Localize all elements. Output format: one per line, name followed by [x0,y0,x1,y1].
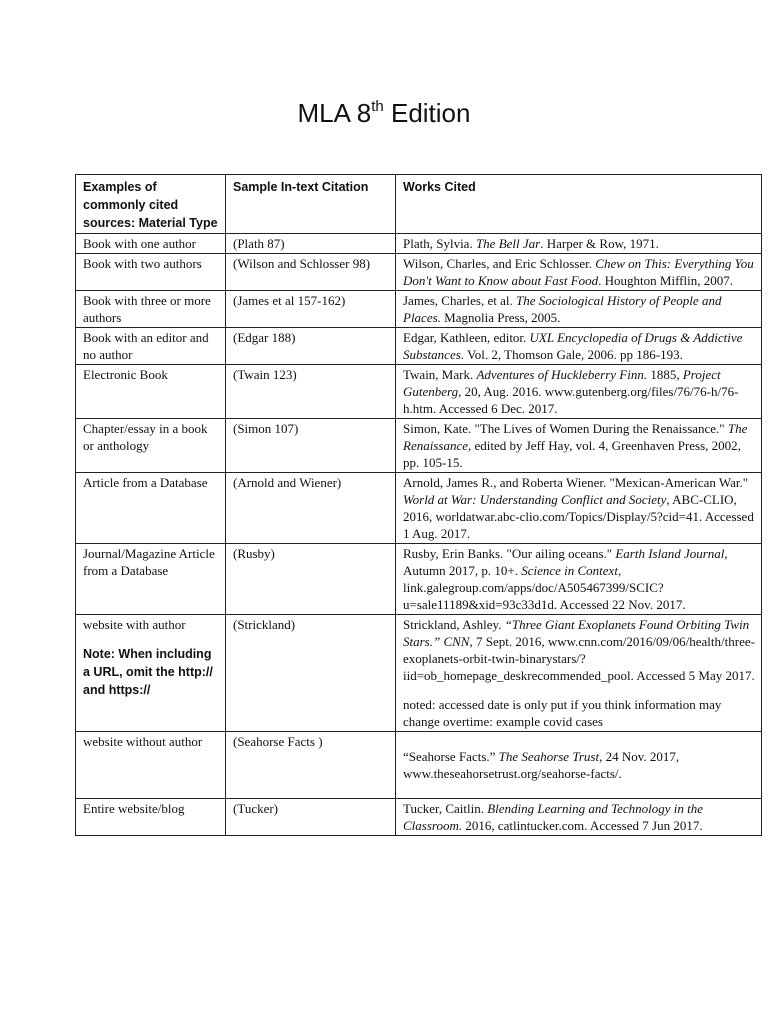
material-type-text: website with author [83,617,186,632]
citation-text: Strickland, Ashley. [403,617,505,632]
in-text-citation-cell: (Rusby) [226,544,396,615]
table-row [76,291,762,328]
material-type-text: Article from a Database [83,475,208,490]
in-text-citation-cell: (Strickland) [226,615,396,732]
citation-table [75,174,762,836]
title-superscript: th [371,98,384,115]
header-material-type: Examples of commonly cited sources: Material Type [76,175,226,234]
italic-title-text: UXL Encyclopedia of Drugs & Addictive Substances [403,330,743,362]
material-type-cell [76,365,226,419]
works-cited-cell [396,473,762,544]
material-type-text: Journal/Magazine Article from a Database [83,546,215,578]
table-row [76,328,762,365]
table-row [76,365,762,419]
url-note: Note: When including a URL, omit the http:// and https:// [83,647,213,697]
italic-title-text: “Three Giant Exoplanets Found Orbiting Twin Stars.” CNN [403,617,750,649]
italic-title-text: Project Gutenberg [403,367,721,399]
citation-text: 2016, catlintucker.com. Accessed 7 Jun 2017. [462,818,703,833]
in-text-citation-cell: (Edgar 188) [226,328,396,365]
citation-text: Wilson, Charles, and Eric Schlosser. [403,256,596,271]
italic-title-text: Chew on This: Everything You Don't Want to Know about Fast Food [403,256,754,288]
citation-text: , ABC-CLIO, 2016, worldatwar.abc-clio.com/Topics/Display/5?cid=41. Accessed 1 Aug. 2017. [403,492,754,541]
title-rest: Edition [383,98,471,128]
title-main: MLA 8 [297,98,372,128]
works-cited-cell [396,419,762,473]
material-type-cell [76,328,226,365]
citation-text: , 20, Aug. 2016. www.gutenberg.org/files/76/76-h/76-h.htm. Accessed 6 Dec. 2017. [403,384,739,416]
italic-title-text: Science in Context [521,563,618,578]
material-type-cell [76,291,226,328]
citation-text: . Harper & Row, 1971. [540,236,659,251]
italic-title-text: Earth Island Journal [615,546,725,561]
citation-text: , 24 Nov. 2017, www.theseahorsetrust.org/seahorse-facts/. [403,749,680,781]
in-text-citation-cell: (Simon 107) [226,419,396,473]
citation-text: “Seahorse Facts.” [403,749,499,764]
works-cited-cell [396,732,762,799]
material-type-text: Electronic Book [83,367,168,382]
citation-text: 1885, [647,367,683,382]
material-type-text: Chapter/essay in a book or anthology [83,421,208,453]
citation-text: Arnold, James R., and Roberta Wiener. "Mexican-American War." [403,475,749,490]
citation-text: Tucker, Caitlin. [403,801,488,816]
table-row [76,254,762,291]
citation-text: James, Charles, et al. [403,293,516,308]
works-cited-cell [396,799,762,836]
italic-title-text: Blending Learning and Technology in the Classroom. [403,801,704,833]
works-cited-cell [396,544,762,615]
in-text-citation-cell: (Twain 123) [226,365,396,419]
material-type-cell [76,615,226,732]
citation-text: . Houghton Mifflin, 2007. [598,273,733,288]
table-header-row [76,175,762,234]
table-row [76,615,762,732]
italic-title-text: The Seahorse Trust [498,749,600,764]
material-type-cell [76,799,226,836]
italic-title-text: Adventures of Huckleberry Finn. [476,367,648,382]
works-cited-cell [396,328,762,365]
header-works-cited: Works Cited [396,175,762,234]
italic-title-text: The Sociological History of People and Places. [403,293,722,325]
accessed-date-note: noted: accessed date is only put if you think information may change overtime: example covid cases [403,697,722,729]
material-type-text: Book with two authors [83,256,202,271]
table-row [76,732,762,799]
material-type-cell [76,544,226,615]
citation-text: Simon, Kate. "The Lives of Women During the Renaissance." [403,421,728,436]
table-row [76,419,762,473]
citation-text: Edgar, Kathleen, editor. [403,330,530,345]
material-type-cell [76,473,226,544]
material-type-text: website without author [83,734,203,749]
works-cited-cell [396,291,762,328]
material-type-cell [76,732,226,799]
works-cited-cell [396,234,762,254]
in-text-citation-cell: (Arnold and Wiener) [226,473,396,544]
material-type-text: Entire website/blog [83,801,185,816]
citation-text: Magnolia Press, 2005. [440,310,561,325]
in-text-citation-cell: (James et al 157-162) [226,291,396,328]
citation-text: Plath, Sylvia. [403,236,476,251]
table-row [76,234,762,254]
works-cited-cell [396,615,762,732]
italic-title-text: World at War: Understanding Conflict and Society [403,492,667,507]
citation-text: Rusby, Erin Banks. "Our ailing oceans." [403,546,616,561]
material-type-text: Book with one author [83,236,197,251]
material-type-cell [76,254,226,291]
material-type-cell [76,419,226,473]
header-in-text-citation: Sample In-text Citation [226,175,396,234]
citation-text: Twain, Mark. [403,367,477,382]
works-cited-cell [396,365,762,419]
citation-text: , 7 Sept. 2016, www.cnn.com/2016/09/06/health/three-exoplanets-orbit-twin-binarystars/?iid=ob_homepage_deskrecommended_pool. Accessed 5 May 2017. [403,634,755,683]
material-type-text: Book with an editor and no author [83,330,209,362]
citation-text: , Autumn 2017, p. 10+. [403,546,728,578]
table-row [76,473,762,544]
in-text-citation-cell: (Wilson and Schlosser 98) [226,254,396,291]
italic-title-text: The Renaissance [403,421,748,453]
page-title [0,93,768,133]
italic-title-text: The Bell Jar [475,236,541,251]
in-text-citation-cell: (Seahorse Facts ) [226,732,396,799]
table-row [76,544,762,615]
citation-text: , edited by Jeff Hay, vol. 4, Greenhaven Press, 2002, pp. 105-15. [403,438,741,470]
citation-text: . Vol. 2, Thomson Gale, 2006. pp 186-193. [460,347,683,362]
table-row [76,799,762,836]
in-text-citation-cell: (Tucker) [226,799,396,836]
material-type-cell [76,234,226,254]
citation-text: , link.galegroup.com/apps/doc/A505467399/SCIC?u=sale11189&xid=93c33d1d. Accessed 22 Nov. 2017. [403,563,686,612]
material-type-text: Book with three or more authors [83,293,211,325]
in-text-citation-cell: (Plath 87) [226,234,396,254]
works-cited-cell [396,254,762,291]
